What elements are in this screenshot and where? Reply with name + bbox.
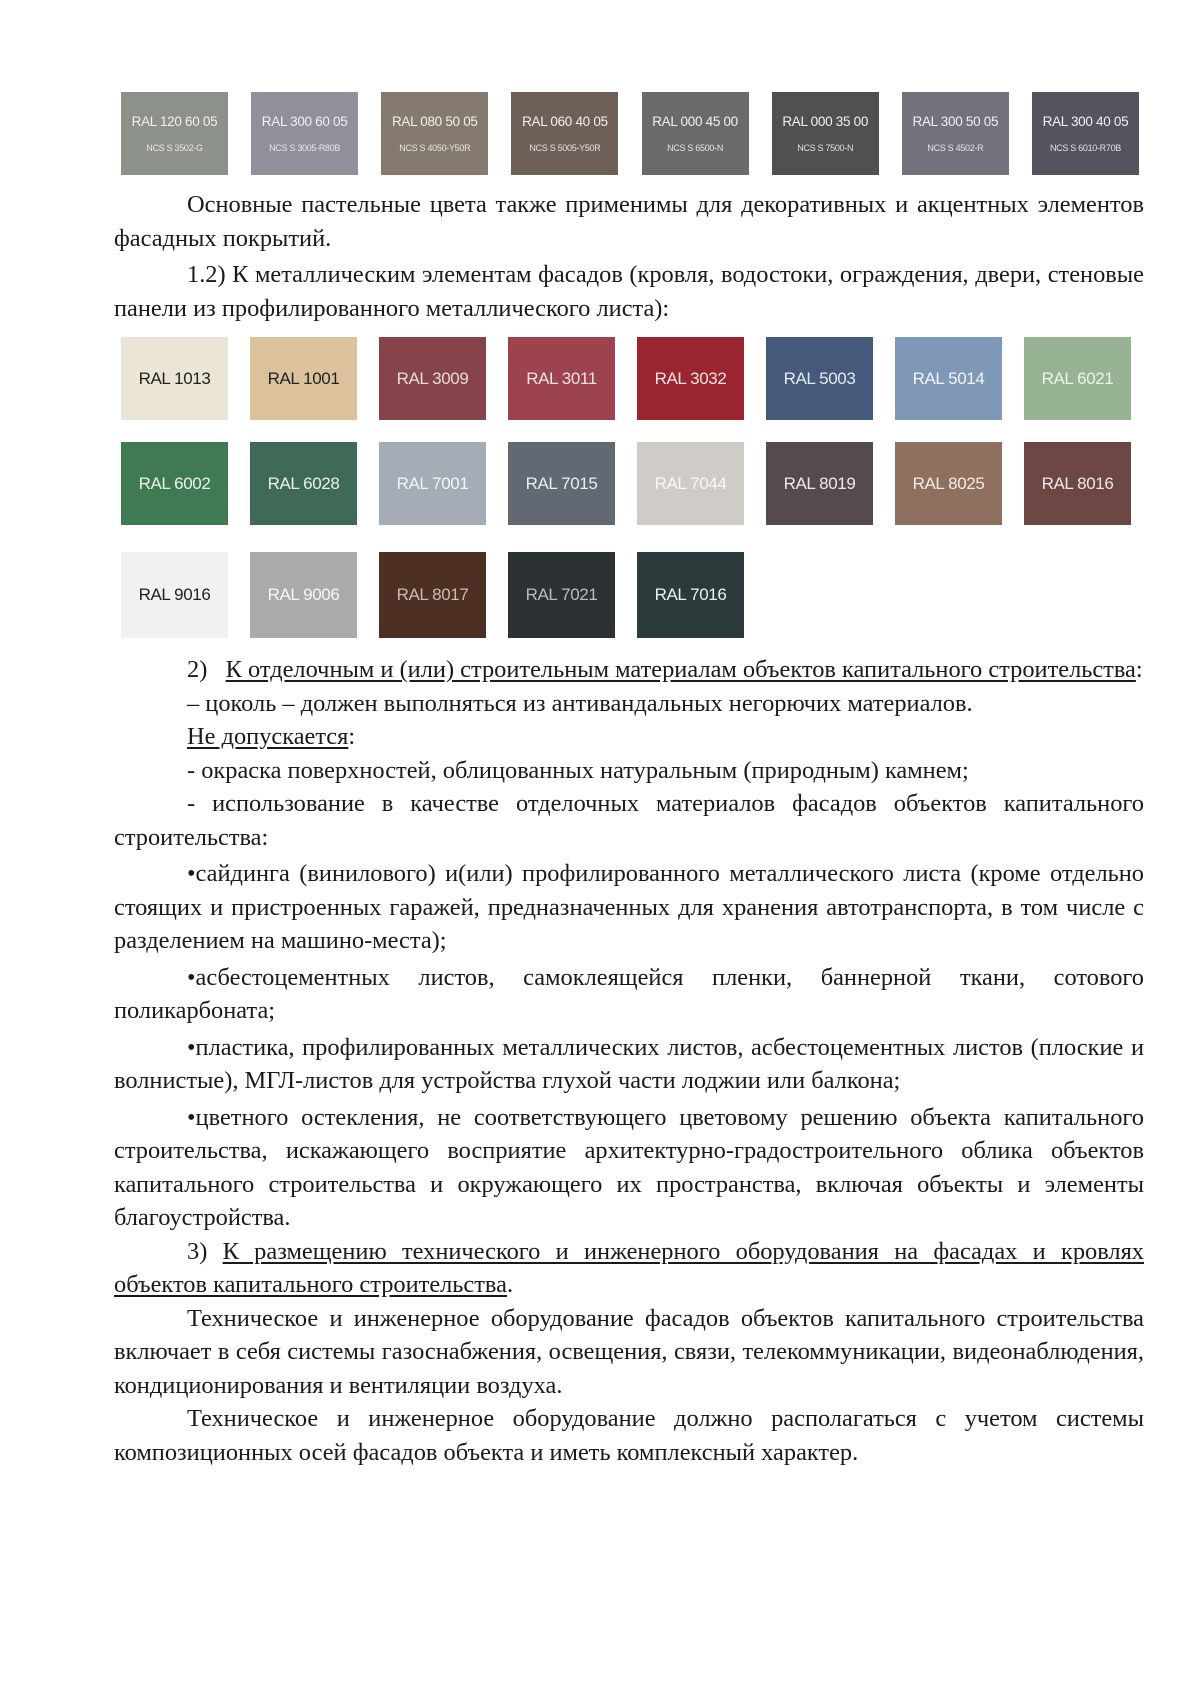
- swatch-ncs-code: NCS S 6500-N: [667, 143, 724, 153]
- swatch-ral-code: RAL 060 40 05: [522, 114, 608, 129]
- swatch-ral-code: RAL 300 50 05: [912, 114, 999, 129]
- not-allowed-label: Не допускается: [187, 723, 349, 750]
- section-number: 3): [187, 1237, 208, 1265]
- ral-swatch-row: [121, 442, 1139, 525]
- ral-swatch: RAL 7001: [379, 442, 486, 525]
- swatch-ral-code: RAL 300 60 05: [261, 114, 348, 129]
- ral-swatch: RAL 8025: [895, 442, 1002, 525]
- swatch-ral-code: RAL 080 50 05: [391, 114, 478, 129]
- ral-swatch: RAL 7016: [637, 552, 744, 638]
- swatch-ncs-code: NCS S 5005-Y50R: [529, 143, 601, 153]
- swatch-ncs-code: NCS S 3502-G: [146, 143, 203, 153]
- swatch-ncs-code: NCS S 3005-R80B: [269, 143, 341, 153]
- swatch-ral-code: RAL 120 60 05: [131, 114, 218, 129]
- swatch-ncs-code: NCS S 7500-N: [797, 143, 854, 153]
- pastel-paragraph: Основные пастельные цвета также применимы для декоративных и акцентных элементов фасадных покрытий.: [114, 191, 1144, 252]
- ncs-swatch: [121, 92, 228, 175]
- section-number: 2): [187, 656, 208, 683]
- ral-swatch: RAL 6028: [250, 442, 357, 525]
- tech-paragraph: Техническое и инженерное оборудование должно располагаться с учетом системы композиционных осей фасадов объекта и иметь комплексный характер.: [114, 1405, 1144, 1466]
- ral-swatch: RAL 1013: [121, 337, 228, 420]
- ral-swatch: RAL 8019: [766, 442, 873, 525]
- metal-paragraph: 1.2) К металлическим элементам фасадов (кровля, водостоки, ограждения, двери, стеновые панели из профилированного металлического листа):: [114, 261, 1144, 322]
- ncs-swatch: [251, 92, 358, 175]
- ncs-swatch: [772, 92, 879, 175]
- ral-swatch: RAL 7044: [637, 442, 744, 525]
- ral-swatch: RAL 8016: [1024, 442, 1131, 525]
- body-text: [114, 653, 1144, 1469]
- ral-swatch: RAL 7021: [508, 552, 615, 638]
- ral-swatch-row: [121, 552, 1139, 638]
- ral-swatch: RAL 3011: [508, 337, 615, 420]
- ral-swatch: RAL 9016: [121, 552, 228, 638]
- swatch-ncs-code: NCS S 4050-Y50R: [399, 143, 471, 153]
- section-colon: :: [1135, 656, 1143, 683]
- swatch-ral-code: RAL 300 40 05: [1042, 114, 1129, 129]
- ral-swatch: RAL 8017: [379, 552, 486, 638]
- tech-paragraph: Техническое и инженерное оборудование фасадов объектов капитального строительства включает в себя системы газоснабжения, освещения, связи, телекоммуникации, видеонаблюдения, кондиционирования и вентиляции воздуха.: [114, 1304, 1144, 1399]
- not-allowed-heading: [114, 720, 1144, 754]
- ral-swatch: RAL 6002: [121, 442, 228, 525]
- ncs-swatch: [1032, 92, 1139, 175]
- ral-swatch: RAL 9006: [250, 552, 357, 638]
- ncs-swatch: [511, 92, 618, 175]
- ral-swatch: RAL 6021: [1024, 337, 1131, 420]
- ral-swatch: RAL 5014: [895, 337, 1002, 420]
- swatch-ncs-code: NCS S 6010-R70B: [1049, 143, 1121, 153]
- cokol-item: – цоколь – должен выполняться из антивандальных негорючих материалов.: [187, 689, 973, 717]
- ncs-swatch: [902, 92, 1009, 175]
- ral-swatch: RAL 5003: [766, 337, 873, 420]
- ncs-swatch-row: [121, 92, 1139, 175]
- ral-swatch: RAL 3009: [379, 337, 486, 420]
- bullet-item: •асбестоцементных листов, самоклеящейся пленки, баннерной ткани, сотового поликарбоната;: [114, 963, 1144, 1024]
- ral-swatch: RAL 7015: [508, 442, 615, 525]
- ncs-swatch: [642, 92, 749, 175]
- bullet-item: •пластика, профилированных металлических листов, асбестоцементных листов (плоские и волнистые), МГЛ-листов для устройства глухой части лоджии или балкона;: [114, 1033, 1144, 1094]
- section-dot: .: [506, 1271, 514, 1298]
- ncs-swatch: [381, 92, 488, 175]
- ral-swatch: RAL 1001: [250, 337, 357, 420]
- section-3-heading: [114, 1235, 1144, 1302]
- not-allowed-colon: :: [348, 723, 356, 750]
- bullet-item: •цветного остекления, не соответствующего цветовому решению объекта капитального строительства, искажающего восприятие архитектурно-градостроительного облика объектов капитального строительства и окружающего их пространства, включая объекты и элементы благоустройства.: [114, 1103, 1144, 1231]
- dash-item: - окраска поверхностей, облицованных натуральным (природным) камнем;: [187, 756, 969, 784]
- ral-swatch: RAL 3032: [637, 337, 744, 420]
- ral-swatch-row: [121, 337, 1139, 420]
- dash-item: - использование в качестве отделочных материалов фасадов объектов капитального строительства:: [114, 790, 1144, 851]
- swatch-ral-code: RAL 000 45 00: [652, 114, 738, 129]
- intro-text: [114, 188, 1144, 325]
- swatch-ral-code: RAL 000 35 00: [782, 114, 869, 129]
- section-2-heading: [114, 653, 1144, 687]
- section-title: К размещению технического и инженерного оборудования на фасадах и кровлях объектов капитального строительства: [114, 1237, 1144, 1298]
- bullet-item: •сайдинга (винилового) и(или) профилированного металлического листа (кроме отдельно стоящих и пристроенных гаражей, предназначенных для хранения автотранспорта, в том числе с разделением на машино-места);: [114, 860, 1144, 954]
- ral-swatch-grid: [121, 337, 1139, 638]
- swatch-ncs-code: NCS S 4502-R: [927, 143, 984, 153]
- section-title: К отделочным и (или) строительным материалам объектов капитального строительства: [225, 656, 1136, 683]
